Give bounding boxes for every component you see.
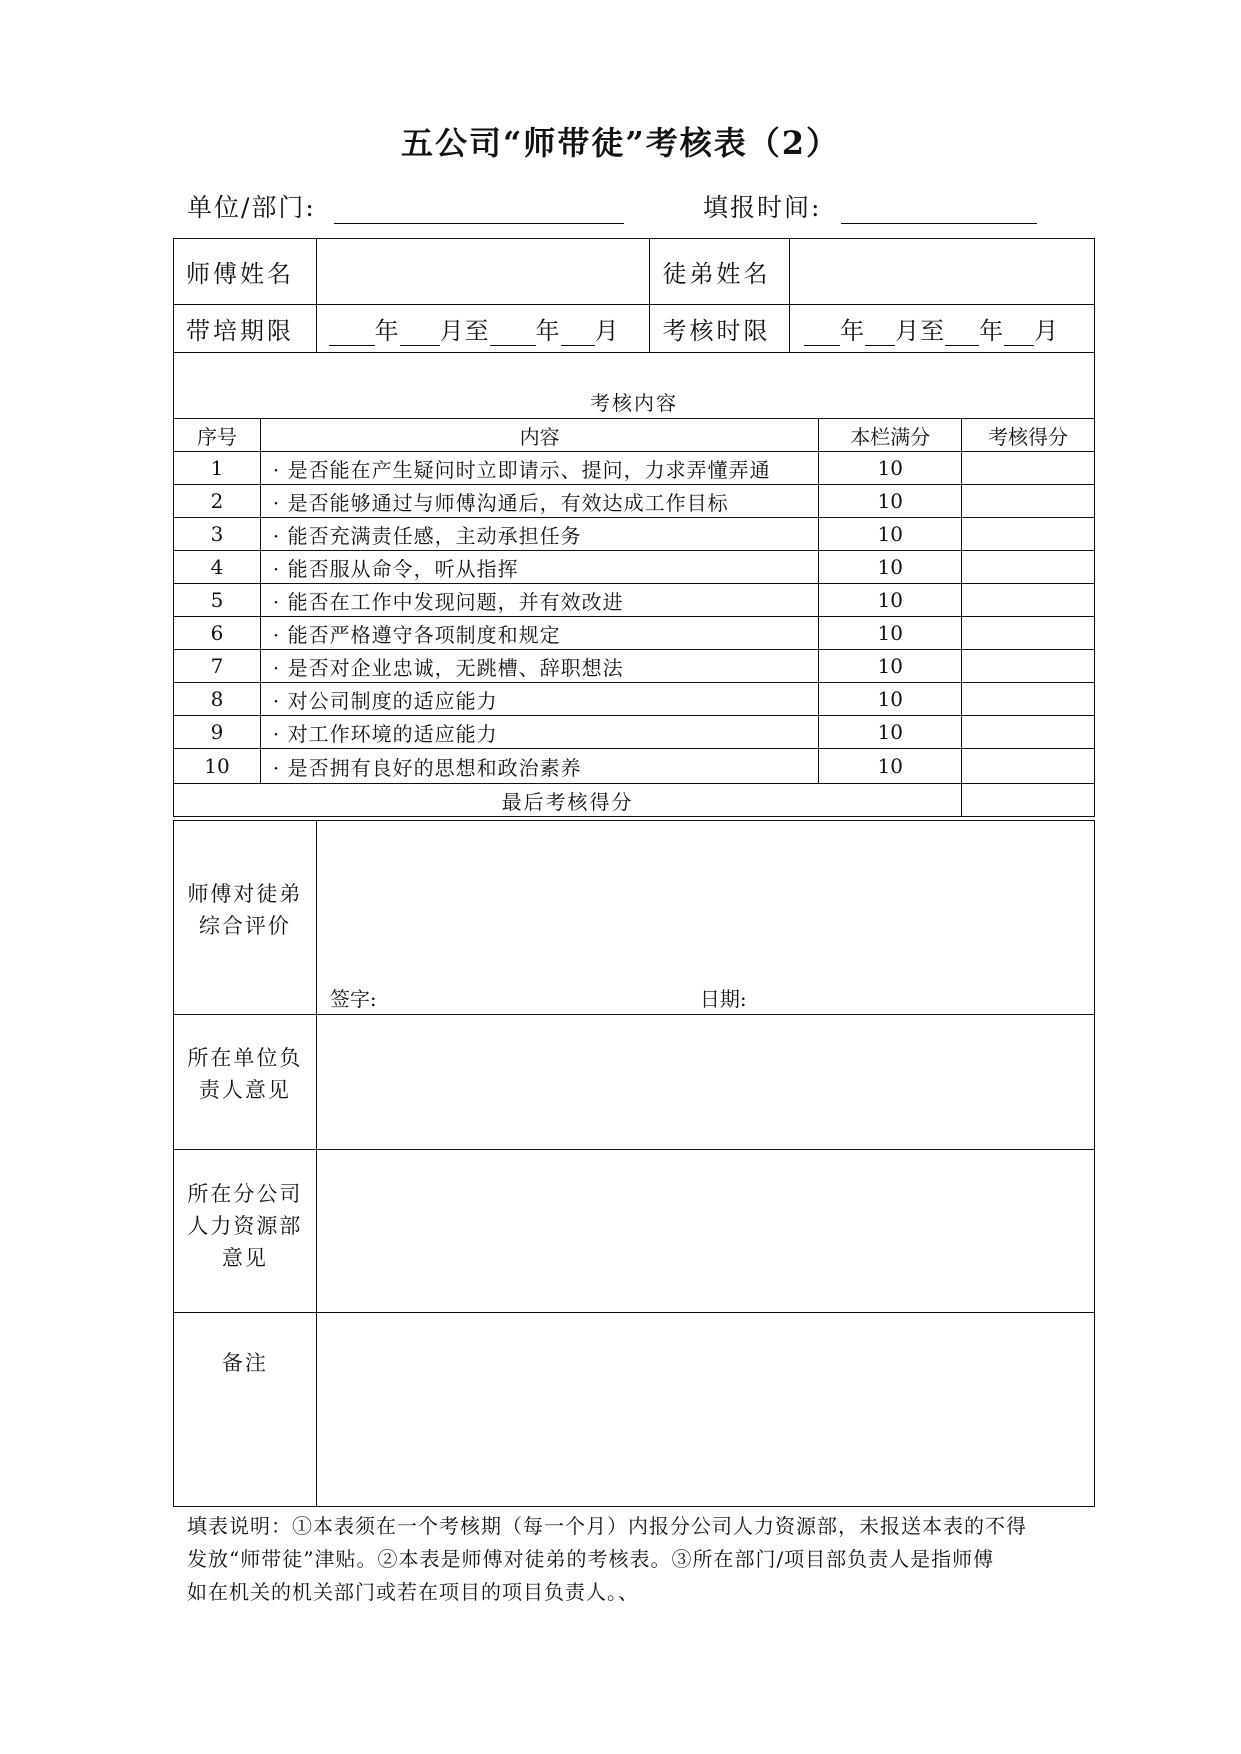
row-max-score: 10 (819, 617, 962, 650)
row-score-cell[interactable] (962, 716, 1095, 749)
unit-input-line[interactable] (334, 201, 624, 224)
row-content: · 能否服从命令，听从指挥 (260, 551, 818, 584)
master-evaluation-cell[interactable] (316, 821, 1094, 1015)
instructions-line: 如在机关的机关部门或若在项目的项目负责人。、 (187, 1580, 639, 1604)
table-row (174, 485, 1095, 518)
table-row (174, 452, 1095, 485)
row-score-cell[interactable] (962, 452, 1095, 485)
row-score-cell[interactable] (962, 518, 1095, 551)
row-content: · 是否拥有良好的思想和政治素养 (260, 749, 818, 784)
row-max-score: 10 (819, 485, 962, 518)
column-header: 内容 (260, 419, 818, 452)
row-content: · 能否在工作中发现问题，并有效改进 (260, 584, 818, 617)
table-row (174, 518, 1095, 551)
master-evaluation-label: 师傅对徒弟 综合评价 (174, 821, 317, 1015)
date-label: 填报时间: (703, 193, 822, 222)
row-score-cell[interactable] (962, 749, 1095, 784)
row-number: 10 (174, 749, 261, 784)
final-score-label: 最后考核得分 (174, 784, 962, 817)
row-score-cell[interactable] (962, 551, 1095, 584)
row-max-score: 10 (819, 452, 962, 485)
row-max-score: 10 (819, 584, 962, 617)
row-number: 4 (174, 551, 261, 584)
remarks-cell[interactable] (316, 1313, 1094, 1507)
info-table (173, 238, 1095, 353)
row-score-cell[interactable] (962, 683, 1095, 716)
column-header: 本栏满分 (819, 419, 962, 452)
master-name-label: 师傅姓名 (174, 239, 317, 305)
row-number: 9 (174, 716, 261, 749)
row-max-score: 10 (819, 716, 962, 749)
sign-date-label: 日期: (699, 987, 747, 1011)
row-max-score: 10 (819, 518, 962, 551)
unit-label: 单位/部门: (187, 193, 316, 222)
row-content: · 是否能在产生疑问时立即请示、提问，力求弄懂弄通 (260, 452, 818, 485)
row-score-cell[interactable] (962, 650, 1095, 683)
row-max-score: 10 (819, 749, 962, 784)
unit-field (187, 188, 624, 224)
row-score-cell[interactable] (962, 485, 1095, 518)
row-content: · 能否充满责任感，主动承担任务 (260, 518, 818, 551)
assessment-period-cell[interactable]: 年 月至 年 月 (790, 305, 1095, 353)
column-header: 序号 (174, 419, 261, 452)
instructions-line: 发放“师带徒”津贴。②本表是师傅对徒弟的考核表。③所在部门/项目部负责人是指师傅 (187, 1547, 995, 1571)
row-content: · 是否对企业忠诚，无跳槽、辞职想法 (260, 650, 818, 683)
row-score-cell[interactable] (962, 617, 1095, 650)
remarks-label: 备注 (174, 1313, 317, 1507)
row-number: 1 (174, 452, 261, 485)
table-row (174, 749, 1095, 784)
row-number: 3 (174, 518, 261, 551)
table-row (174, 584, 1095, 617)
date-input-line[interactable] (841, 201, 1037, 224)
assessment-period-label: 考核时限 (650, 305, 790, 353)
table-row (174, 650, 1095, 683)
assessment-section-title: 考核内容 (174, 353, 1095, 419)
row-number: 7 (174, 650, 261, 683)
row-content: · 对工作环境的适应能力 (260, 716, 818, 749)
training-period-cell[interactable]: 年 月至 年 月 (316, 305, 650, 353)
row-max-score: 10 (819, 650, 962, 683)
hr-opinion-label: 所在分公司 人力资源部 意见 (174, 1150, 317, 1313)
row-score-cell[interactable] (962, 584, 1095, 617)
instructions-line: 填表说明：①本表须在一个考核期（每一个月）内报分公司人力资源部，未报送本表的不得 (187, 1514, 1027, 1538)
row-max-score: 10 (819, 551, 962, 584)
final-score-cell[interactable] (962, 784, 1095, 817)
row-content: · 对公司制度的适应能力 (260, 683, 818, 716)
row-content: · 能否严格遵守各项制度和规定 (260, 617, 818, 650)
page-title: 五公司“师带徒”考核表（2） (400, 124, 841, 162)
training-period-label: 带培期限 (174, 305, 317, 353)
unit-opinion-label: 所在单位负 责人意见 (174, 1015, 317, 1150)
table-row (174, 551, 1095, 584)
table-row (174, 617, 1095, 650)
unit-opinion-cell[interactable] (316, 1015, 1094, 1150)
row-number: 2 (174, 485, 261, 518)
evaluation-table (173, 820, 1095, 1507)
instructions (187, 1510, 1067, 1609)
apprentice-name-cell[interactable] (790, 239, 1095, 305)
column-header: 考核得分 (962, 419, 1095, 452)
apprentice-name-label: 徒弟姓名 (650, 239, 790, 305)
row-number: 6 (174, 617, 261, 650)
table-row (174, 716, 1095, 749)
hr-opinion-cell[interactable] (316, 1150, 1094, 1313)
assessment-table (173, 352, 1095, 817)
master-name-cell[interactable] (316, 239, 650, 305)
table-row (174, 683, 1095, 716)
date-field (703, 188, 1037, 224)
row-content: · 是否能够通过与师傅沟通后，有效达成工作目标 (260, 485, 818, 518)
sign-label: 签字: (329, 987, 377, 1011)
row-number: 5 (174, 584, 261, 617)
row-max-score: 10 (819, 683, 962, 716)
row-number: 8 (174, 683, 261, 716)
